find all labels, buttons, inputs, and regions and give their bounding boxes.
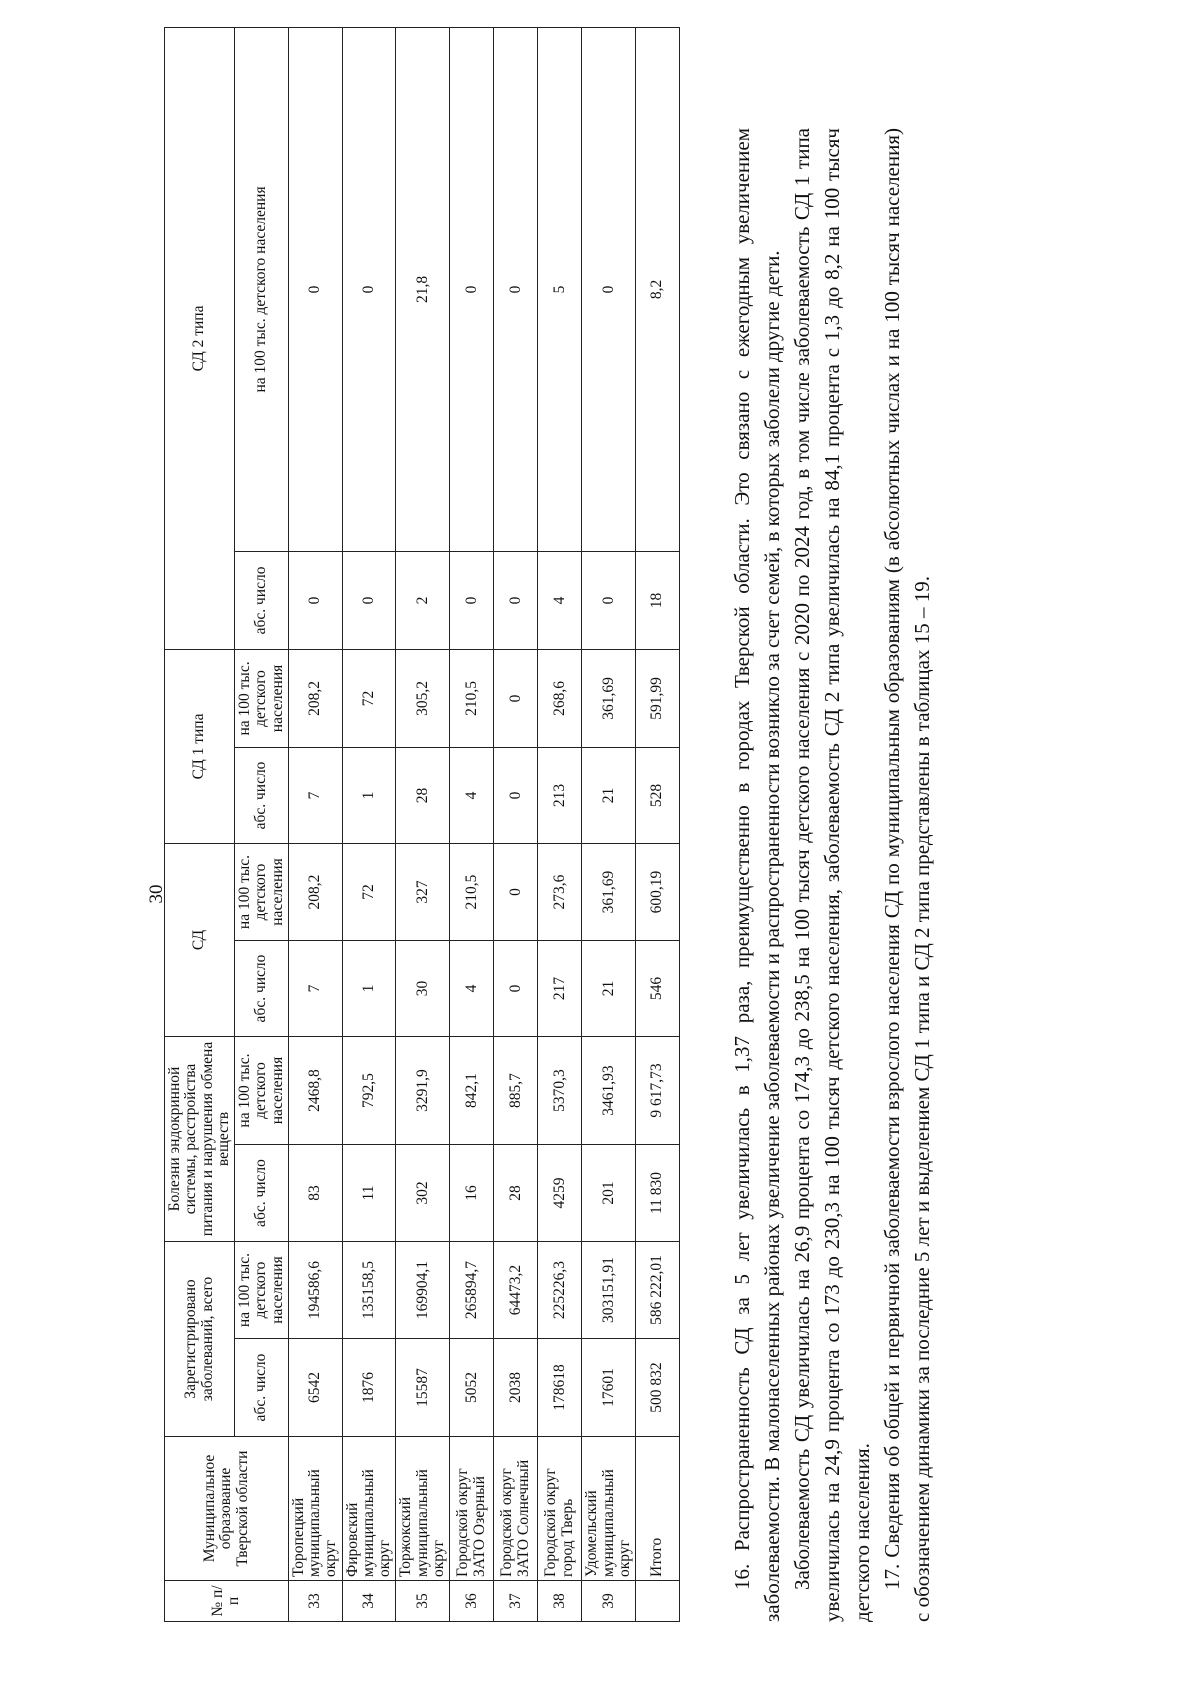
cell-sd2-rate: 0: [582, 27, 636, 551]
sub-header-abs: абс. число: [235, 1339, 289, 1437]
cell-num: 35: [396, 1581, 450, 1622]
cell-sd1-abs: 213: [538, 747, 582, 843]
cell-reg-rate: 265894,7: [450, 1242, 494, 1339]
table-row: [342, 27, 396, 1621]
cell-name: Городской округ ЗАТО Озерный: [450, 1437, 494, 1581]
cell-sd1-abs: 28: [396, 747, 450, 843]
cell-reg-rate: 135158,5: [342, 1242, 396, 1339]
cell-name: Итого: [636, 1437, 680, 1581]
page-number: 30: [146, 884, 167, 904]
cell-sd1-rate: 210,5: [450, 649, 494, 747]
header-row-1: [165, 27, 235, 1621]
sub-header-abs: абс. число: [235, 747, 289, 843]
table-row: [494, 27, 538, 1621]
cell-sd2-rate: 0: [342, 27, 396, 551]
table-row: [582, 27, 636, 1621]
col-header-registered: Зарегистрировано заболеваний, всего: [165, 1242, 235, 1437]
sub-header-rate: на 100 тыс. детского населения: [235, 843, 289, 940]
cell-sd1-rate: 361,69: [582, 649, 636, 747]
cell-end-abs: 11: [342, 1145, 396, 1242]
cell-sd-abs: 21: [582, 941, 636, 1037]
sub-header-rate: на 100 тыс. детского населения: [235, 1242, 289, 1339]
cell-end-rate: 3461,93: [582, 1037, 636, 1145]
cell-sd1-rate: 305,2: [396, 649, 450, 747]
cell-sd1-abs: 4: [450, 747, 494, 843]
cell-sd-rate: 327: [396, 843, 450, 940]
cell-end-rate: 2468,8: [288, 1037, 342, 1145]
table-row: [288, 27, 342, 1621]
cell-sd1-rate: 0: [494, 649, 538, 747]
cell-sd1-abs: 7: [288, 747, 342, 843]
paragraph-17: 17. Сведения об общей и первичной заболеваемости взрослого населения СД по муниципальным образованиям (в абсолютных числах и на 100 тысяч населения) с обозначением динамики за последние 5 лет и выделением СД 1 типа и СД 2 типа представлены в таблицах 15 – 19.: [880, 128, 934, 1622]
cell-sd2-abs: 0: [494, 551, 538, 649]
cell-end-rate: 792,5: [342, 1037, 396, 1145]
cell-end-rate: 5370,3: [538, 1037, 582, 1145]
cell-end-abs: 302: [396, 1145, 450, 1242]
cell-reg-rate: 194586,6: [288, 1242, 342, 1339]
cell-name: Торопецкий муниципальный округ: [288, 1437, 342, 1581]
sub-header-abs: абс. число: [235, 1145, 289, 1242]
paragraph-incidence: Заболеваемость СД увеличилась на 26,9 процента со 174,3 до 238,5 на 100 тысяч детского населения с 2020 по 2024 год, в том числе заболеваемость СД 1 типа увеличилась на 24,9 процента со 173 до 230,3 на 100 тысяч детского населения, заболеваемость СД 2 типа увеличилась на 84,1 процента с 1,3 до 8,2 на 100 тысяч детского населения.: [790, 128, 874, 1622]
cell-end-rate: 9 617,73: [636, 1037, 680, 1145]
cell-num: 39: [582, 1581, 636, 1622]
cell-sd-rate: 208,2: [288, 843, 342, 940]
cell-name: Удомельский муниципальный округ: [582, 1437, 636, 1581]
cell-sd-abs: 30: [396, 941, 450, 1037]
cell-end-abs: 28: [494, 1145, 538, 1242]
cell-sd2-rate: 21,8: [396, 27, 450, 551]
cell-sd2-rate: 5: [538, 27, 582, 551]
cell-name: Фировский муниципальный округ: [342, 1437, 396, 1581]
sub-header-abs: абс. число: [235, 551, 289, 649]
cell-reg-rate: 169904,1: [396, 1242, 450, 1339]
cell-sd1-abs: 21: [582, 747, 636, 843]
cell-sd-rate: 0: [494, 843, 538, 940]
cell-sd1-rate: 208,2: [288, 649, 342, 747]
col-header-endocrine: Болезни эндокринной системы, расстройства питания и нарушения обмена веществ: [165, 1037, 235, 1242]
cell-sd-abs: 1: [342, 941, 396, 1037]
col-header-sd2: СД 2 типа: [165, 27, 235, 649]
cell-sd-abs: 7: [288, 941, 342, 1037]
cell-sd2-abs: 0: [288, 551, 342, 649]
cell-sd2-rate: 8,2: [636, 27, 680, 551]
sub-header-rate: на 100 тыс. детского населения: [235, 1037, 289, 1145]
cell-end-abs: 201: [582, 1145, 636, 1242]
col-header-sd1: СД 1 типа: [165, 649, 235, 843]
rotated-page: [146, 124, 1200, 1664]
cell-sd2-abs: 18: [636, 551, 680, 649]
cell-sd-abs: 217: [538, 941, 582, 1037]
cell-sd-abs: 546: [636, 941, 680, 1037]
sub-header-rate: на 100 тыс. детского населения: [235, 27, 289, 551]
cell-reg-abs: 178618: [538, 1339, 582, 1437]
cell-end-abs: 83: [288, 1145, 342, 1242]
body-text: [727, 128, 937, 1622]
cell-sd-rate: 72: [342, 843, 396, 940]
table-row: [538, 27, 582, 1621]
cell-sd2-rate: 0: [288, 27, 342, 551]
cell-sd2-abs: 2: [396, 551, 450, 649]
cell-sd1-abs: 1: [342, 747, 396, 843]
cell-sd-rate: 600,19: [636, 843, 680, 940]
cell-name: Городской округ город Тверь: [538, 1437, 582, 1581]
sub-header-abs: абс. число: [235, 941, 289, 1037]
col-header-sd: СД: [165, 843, 235, 1036]
cell-sd-rate: 210,5: [450, 843, 494, 940]
cell-end-rate: 842,1: [450, 1037, 494, 1145]
cell-num: [636, 1581, 680, 1622]
cell-sd2-abs: 0: [450, 551, 494, 649]
cell-sd1-abs: 528: [636, 747, 680, 843]
table-row: [450, 27, 494, 1621]
cell-num: 38: [538, 1581, 582, 1622]
cell-reg-abs: 2038: [494, 1339, 538, 1437]
cell-num: 36: [450, 1581, 494, 1622]
cell-end-abs: 16: [450, 1145, 494, 1242]
cell-end-rate: 3291,9: [396, 1037, 450, 1145]
cell-sd-rate: 361,69: [582, 843, 636, 940]
cell-end-rate: 885,7: [494, 1037, 538, 1145]
cell-sd1-rate: 268,6: [538, 649, 582, 747]
morbidity-table: [164, 27, 680, 1622]
table-row: [636, 27, 680, 1621]
cell-reg-rate: 586 222,01: [636, 1242, 680, 1339]
cell-name: Городской округ ЗАТО Солнечный: [494, 1437, 538, 1581]
cell-name: Торжокский муниципальный округ: [396, 1437, 450, 1581]
cell-reg-abs: 5052: [450, 1339, 494, 1437]
cell-reg-abs: 1876: [342, 1339, 396, 1437]
col-header-municipality: Муниципальное образование Тверской области: [165, 1437, 289, 1581]
cell-num: 34: [342, 1581, 396, 1622]
cell-sd1-rate: 591,99: [636, 649, 680, 747]
cell-num: 37: [494, 1581, 538, 1622]
cell-sd2-abs: 0: [582, 551, 636, 649]
cell-reg-rate: 225226,3: [538, 1242, 582, 1339]
sub-header-rate: на 100 тыс. детского населения: [235, 649, 289, 747]
cell-reg-abs: 500 832: [636, 1339, 680, 1437]
cell-reg-abs: 6542: [288, 1339, 342, 1437]
header-row-2: [235, 27, 289, 1621]
cell-num: 33: [288, 1581, 342, 1622]
cell-sd-rate: 273,6: [538, 843, 582, 940]
cell-reg-rate: 303151,91: [582, 1242, 636, 1339]
cell-sd1-rate: 72: [342, 649, 396, 747]
cell-sd1-abs: 0: [494, 747, 538, 843]
col-header-num: № п/п: [165, 1581, 289, 1622]
cell-reg-abs: 15587: [396, 1339, 450, 1437]
cell-sd2-rate: 0: [494, 27, 538, 551]
cell-sd2-abs: 0: [342, 551, 396, 649]
paragraph-16: 16. Распространенность СД за 5 лет увеличилась в 1,37 раза, преимущественно в городах Тверской области. Это связано с ежегодным увеличением заболеваемости. В малонаселенных районах увеличение заболеваемости и распространенности возникло за счет семей, в которых заболели другие дети.: [730, 128, 784, 1622]
table-row: [396, 27, 450, 1621]
cell-reg-rate: 64473,2: [494, 1242, 538, 1339]
cell-sd2-abs: 4: [538, 551, 582, 649]
cell-end-abs: 4259: [538, 1145, 582, 1242]
cell-end-abs: 11 830: [636, 1145, 680, 1242]
cell-sd-abs: 0: [494, 941, 538, 1037]
cell-sd-abs: 4: [450, 941, 494, 1037]
cell-reg-abs: 17601: [582, 1339, 636, 1437]
cell-sd2-rate: 0: [450, 27, 494, 551]
